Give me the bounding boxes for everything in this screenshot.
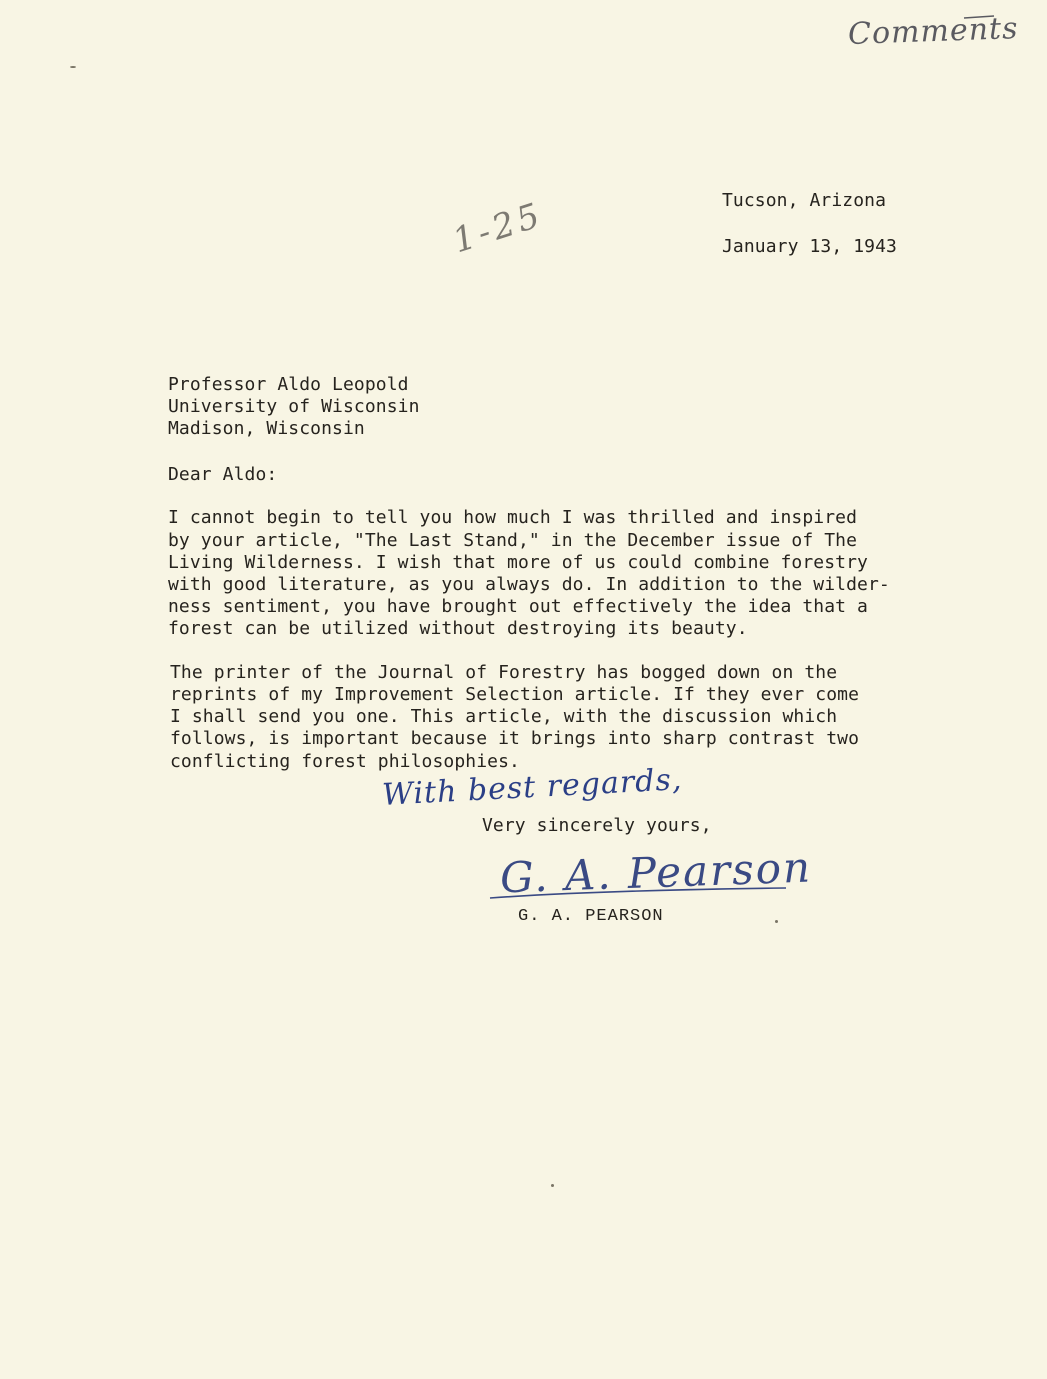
- paragraph1-line: ness sentiment, you have brought out effectively the idea that a: [168, 596, 868, 617]
- closing-typed: Very sincerely yours,: [482, 815, 712, 836]
- paragraph2-line: I shall send you one. This article, with the discussion which: [170, 706, 838, 727]
- paragraph1-line: with good literature, as you always do. In addition to the wilder-: [168, 574, 890, 595]
- recipient-name: Professor Aldo Leopold: [168, 374, 409, 395]
- recipient-city: Madison, Wisconsin: [168, 418, 365, 439]
- paragraph1-line: forest can be utilized without destroying its beauty.: [168, 618, 748, 639]
- paper-speck: [775, 920, 778, 923]
- paper-speck: [551, 1184, 554, 1187]
- paragraph1-line: by your article, "The Last Stand," in the December issue of The: [168, 530, 858, 551]
- handwritten-regards: With best regards,: [381, 762, 684, 813]
- heading-date: January 13, 1943: [722, 236, 897, 257]
- paragraph2-line: conflicting forest philosophies.: [170, 751, 520, 772]
- heading-city: Tucson, Arizona: [722, 190, 887, 211]
- pencil-marks: 1-25: [448, 194, 549, 262]
- signature: G. A. Pearson: [499, 842, 813, 903]
- signature-flourish: [486, 878, 796, 908]
- paragraph1-line: I cannot begin to tell you how much I was thrilled and inspired: [168, 507, 858, 528]
- handwritten-comments-note: Comments: [847, 11, 1019, 52]
- comments-note-underline-mark: [960, 8, 1000, 28]
- recipient-institution: University of Wisconsin: [168, 396, 420, 417]
- paragraph2-line: The printer of the Journal of Forestry has bogged down on the: [170, 662, 838, 683]
- paragraph2-line: follows, is important because it brings into sharp contrast two: [170, 728, 860, 749]
- paper-speck: [70, 66, 76, 68]
- salutation: Dear Aldo:: [168, 464, 278, 485]
- typed-name: G. A. PEARSON: [518, 907, 664, 926]
- paragraph1-line: Living Wilderness. I wish that more of us could combine forestry: [168, 552, 868, 573]
- paragraph2-line: reprints of my Improvement Selection article. If they ever come: [170, 684, 860, 705]
